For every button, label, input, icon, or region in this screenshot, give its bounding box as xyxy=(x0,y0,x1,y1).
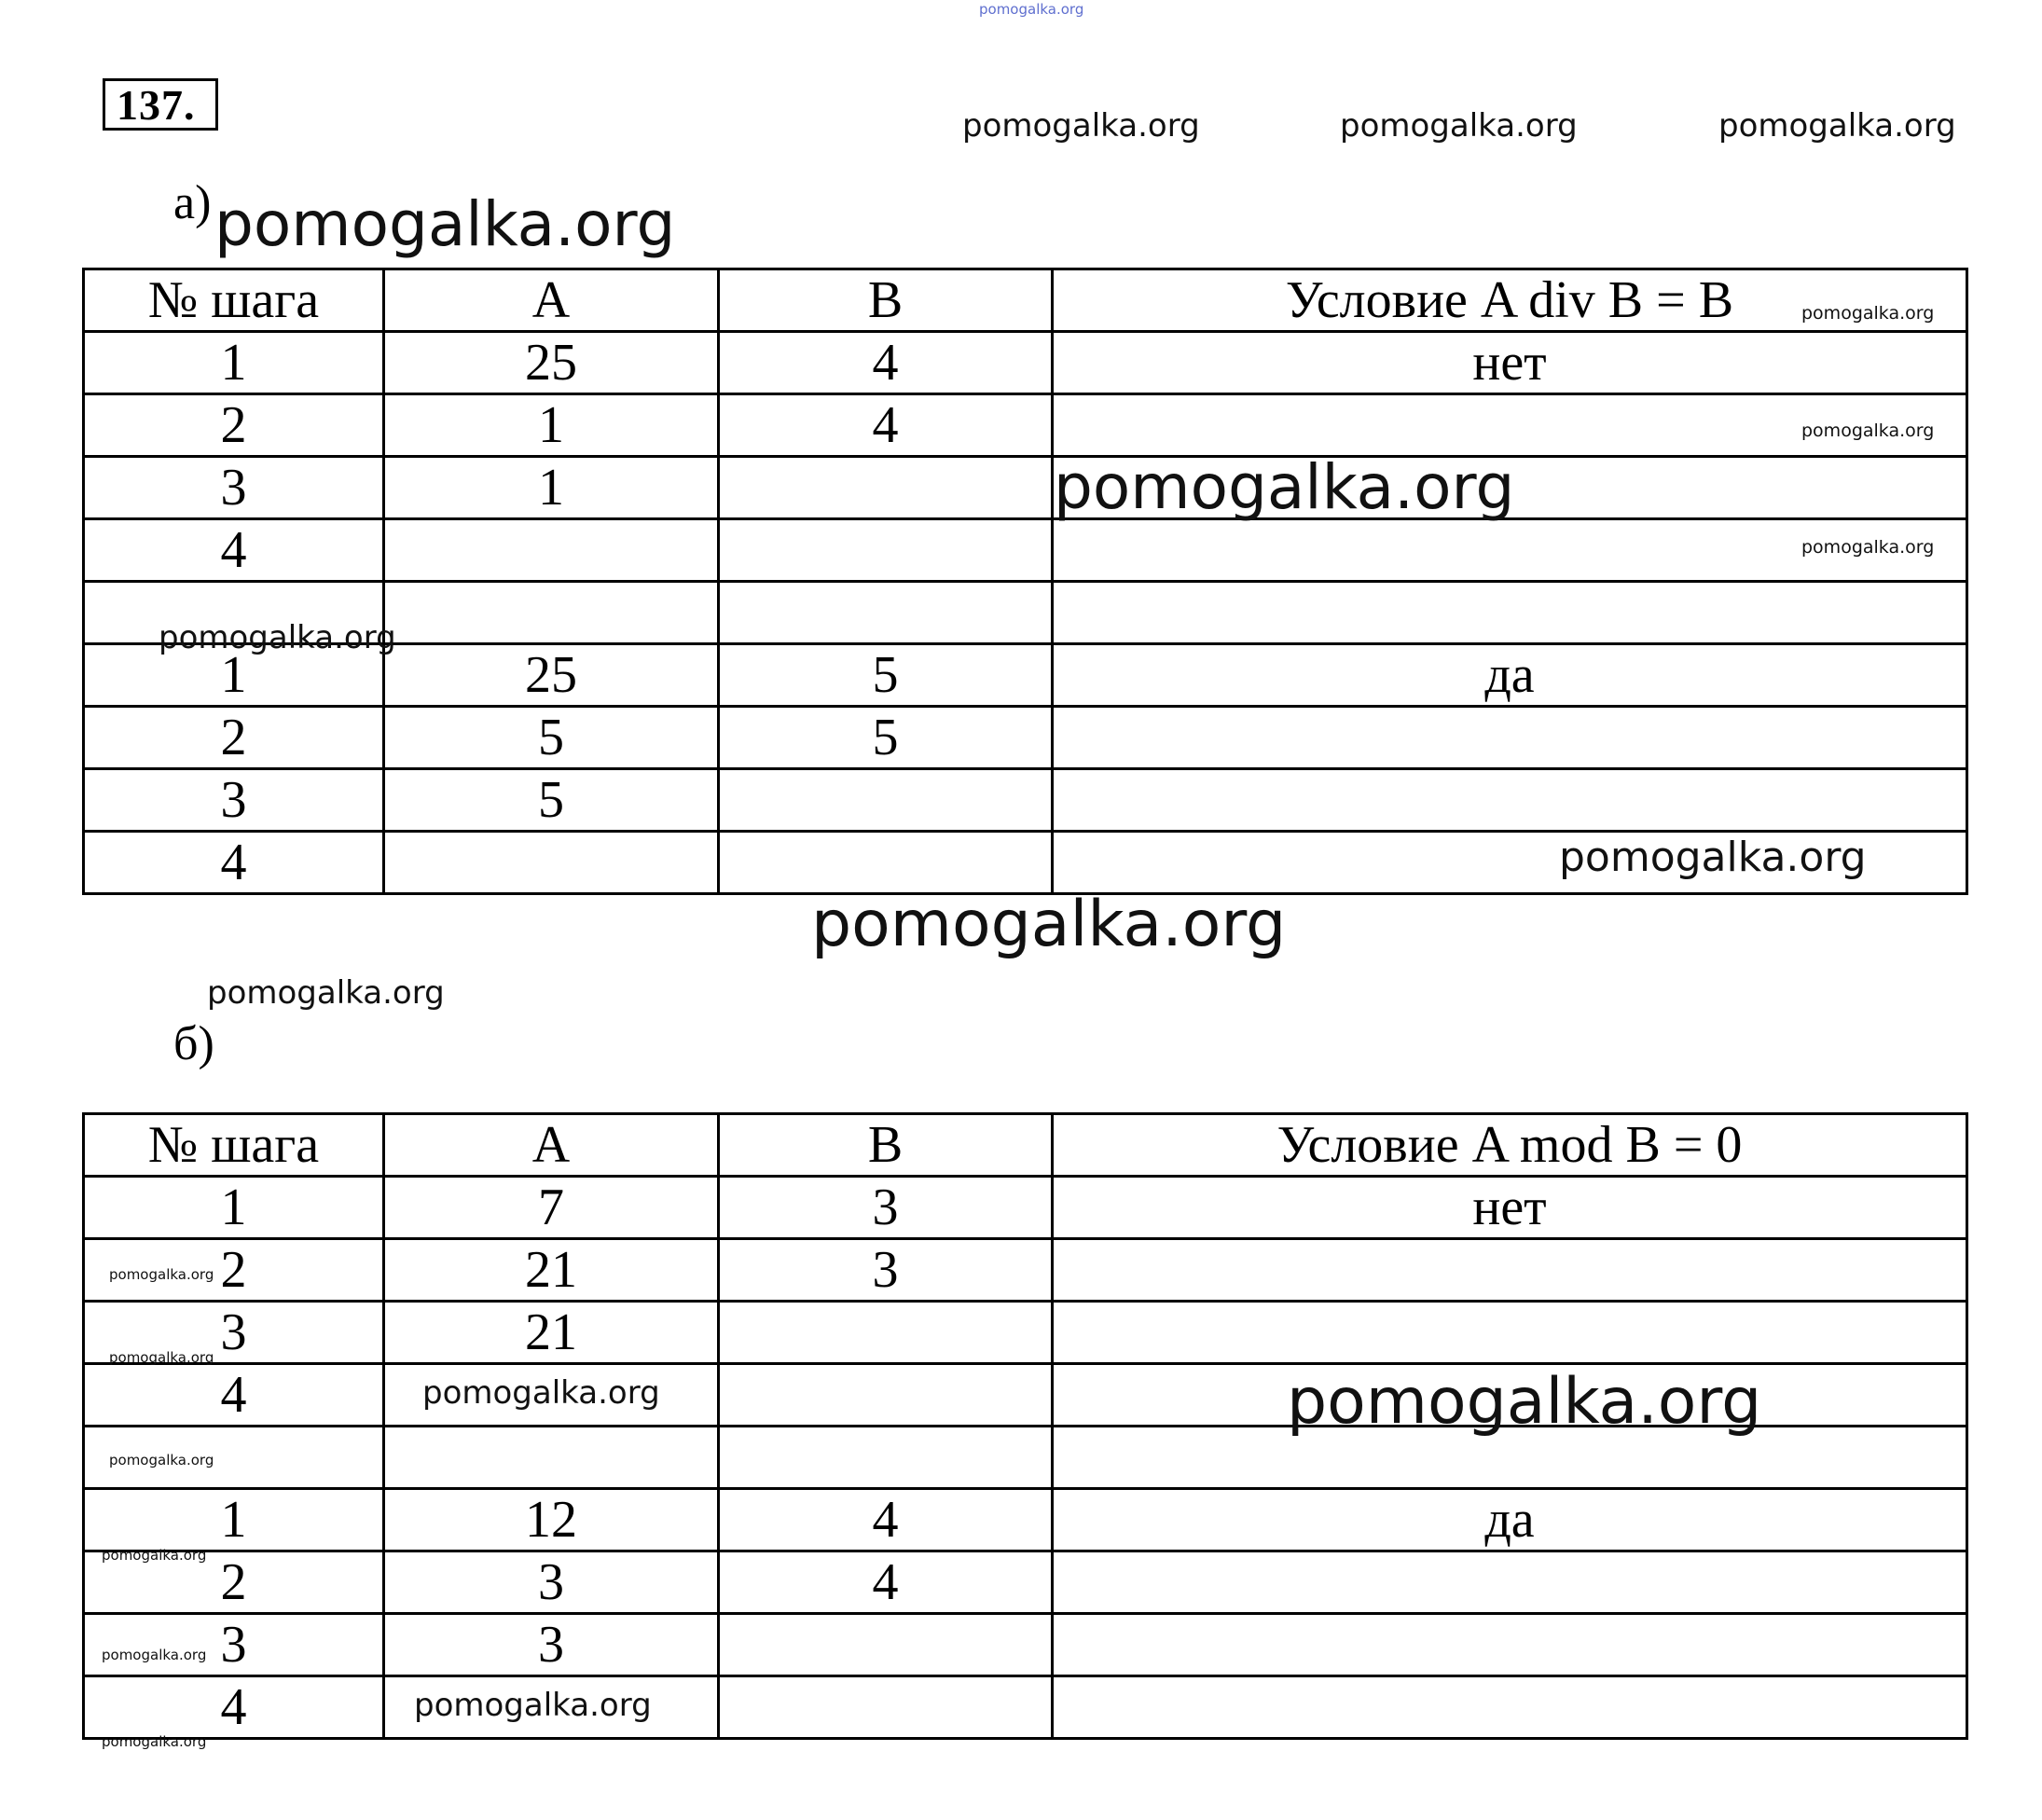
cell-step: 4 xyxy=(84,519,384,582)
watermark-text: pomogalka.org xyxy=(109,1349,214,1366)
cell-step: 3 xyxy=(84,1614,384,1676)
cell-b xyxy=(719,1427,1053,1489)
cell-b xyxy=(719,832,1053,894)
watermark-text: pomogalka.org xyxy=(1718,107,1956,145)
cell-a xyxy=(384,519,719,582)
cell-b xyxy=(719,582,1053,644)
cell-step: 2 xyxy=(84,1239,384,1302)
cell-step: 1 xyxy=(84,644,384,707)
watermark-text: pomogalka.org xyxy=(979,1,1084,18)
header-a: A xyxy=(384,1114,719,1177)
cell-a: 12 xyxy=(384,1489,719,1551)
cell-a: 5 xyxy=(384,707,719,769)
cell-b xyxy=(719,1302,1053,1364)
cell-step: 2 xyxy=(84,1551,384,1614)
task-number: 137. xyxy=(103,78,218,131)
cell-b xyxy=(719,519,1053,582)
cell-b: 4 xyxy=(719,1489,1053,1551)
table-row xyxy=(84,1614,1967,1676)
cell-step: 2 xyxy=(84,707,384,769)
table-row xyxy=(84,332,1967,394)
table-row xyxy=(84,1177,1967,1239)
watermark-text: pomogalka.org xyxy=(1340,107,1578,145)
cell-a: 1 xyxy=(384,457,719,519)
cell-condition xyxy=(1053,707,1967,769)
cell-a: 1 xyxy=(384,394,719,457)
cell-a: 5 xyxy=(384,769,719,832)
cell-a: 25 xyxy=(384,644,719,707)
cell-b: 4 xyxy=(719,394,1053,457)
watermark-text: pomogalka.org xyxy=(1801,421,1935,441)
cell-condition xyxy=(1053,582,1967,644)
watermark-text: pomogalka.org xyxy=(1801,303,1935,324)
header-b: B xyxy=(719,1114,1053,1177)
cell-b xyxy=(719,1676,1053,1739)
cell-a: 3 xyxy=(384,1614,719,1676)
table-header-row xyxy=(84,1114,1967,1177)
table-part-a xyxy=(82,268,1968,895)
table-row xyxy=(84,394,1967,457)
table-header-row xyxy=(84,269,1967,332)
watermark-text: pomogalka.org xyxy=(109,1266,214,1283)
cell-condition xyxy=(1053,1551,1967,1614)
table-row xyxy=(84,1551,1967,1614)
cell-condition: да xyxy=(1053,644,1967,707)
watermark-text: pomogalka.org xyxy=(159,619,396,656)
header-condition: Условие A mod B = 0 xyxy=(1053,1114,1967,1177)
cell-b: 4 xyxy=(719,1551,1053,1614)
watermark-text: pomogalka.org xyxy=(414,1687,652,1724)
cell-condition: нет xyxy=(1053,1177,1967,1239)
cell-b: 5 xyxy=(719,707,1053,769)
table-row xyxy=(84,1302,1967,1364)
cell-b xyxy=(719,457,1053,519)
cell-b xyxy=(719,1364,1053,1427)
watermark-text: pomogalka.org xyxy=(1801,537,1935,558)
table-row xyxy=(84,457,1967,519)
cell-a xyxy=(384,582,719,644)
cell-step: 1 xyxy=(84,332,384,394)
table-row xyxy=(84,707,1967,769)
cell-condition xyxy=(1053,1302,1967,1364)
cell-condition xyxy=(1053,1614,1967,1676)
header-step: № шага xyxy=(84,1114,384,1177)
cell-condition: да xyxy=(1053,1489,1967,1551)
watermark-text: pomogalka.org xyxy=(962,107,1200,145)
cell-step: 4 xyxy=(84,832,384,894)
watermark-text: pomogalka.org xyxy=(422,1374,660,1412)
cell-step: 2 xyxy=(84,394,384,457)
watermark-text: pomogalka.org xyxy=(109,1452,214,1468)
cell-b xyxy=(719,769,1053,832)
header-a: A xyxy=(384,269,719,332)
watermark-text: pomogalka.org xyxy=(1287,1365,1762,1439)
header-b: B xyxy=(719,269,1053,332)
cell-condition xyxy=(1053,1676,1967,1739)
cell-step: 1 xyxy=(84,1177,384,1239)
watermark-text: pomogalka.org xyxy=(102,1547,207,1564)
cell-condition xyxy=(1053,769,1967,832)
table-row xyxy=(84,519,1967,582)
header-condition: Условие A div B = B xyxy=(1053,269,1967,332)
cell-a: 7 xyxy=(384,1177,719,1239)
watermark-text: pomogalka.org xyxy=(102,1733,207,1750)
watermark-text: pomogalka.org xyxy=(811,888,1287,961)
cell-a: 25 xyxy=(384,332,719,394)
cell-a: 21 xyxy=(384,1302,719,1364)
cell-a: 21 xyxy=(384,1239,719,1302)
watermark-text: pomogalka.org xyxy=(207,974,445,1012)
cell-condition: нет xyxy=(1053,332,1967,394)
cell-step: 1 xyxy=(84,1489,384,1551)
cell-step: 4 xyxy=(84,1364,384,1427)
header-step: № шага xyxy=(84,269,384,332)
table-row xyxy=(84,1676,1967,1739)
cell-a: 3 xyxy=(384,1551,719,1614)
cell-step: 4 xyxy=(84,1676,384,1739)
cell-step: 3 xyxy=(84,769,384,832)
watermark-text: pomogalka.org xyxy=(102,1647,207,1663)
cell-a xyxy=(384,832,719,894)
cell-b: 4 xyxy=(719,332,1053,394)
watermark-text: pomogalka.org xyxy=(1054,451,1515,523)
cell-condition xyxy=(1053,1239,1967,1302)
part-a-label: а) xyxy=(173,176,212,229)
part-b-label: б) xyxy=(173,1017,214,1070)
cell-b: 3 xyxy=(719,1239,1053,1302)
table-row xyxy=(84,769,1967,832)
cell-step: 3 xyxy=(84,457,384,519)
watermark-text: pomogalka.org xyxy=(1559,834,1867,881)
cell-a xyxy=(384,1427,719,1489)
watermark-text: pomogalka.org xyxy=(214,188,676,260)
table-row xyxy=(84,1239,1967,1302)
cell-step: 3 xyxy=(84,1302,384,1364)
cell-b: 5 xyxy=(719,644,1053,707)
table-row xyxy=(84,1489,1967,1551)
cell-b: 3 xyxy=(719,1177,1053,1239)
cell-b xyxy=(719,1614,1053,1676)
